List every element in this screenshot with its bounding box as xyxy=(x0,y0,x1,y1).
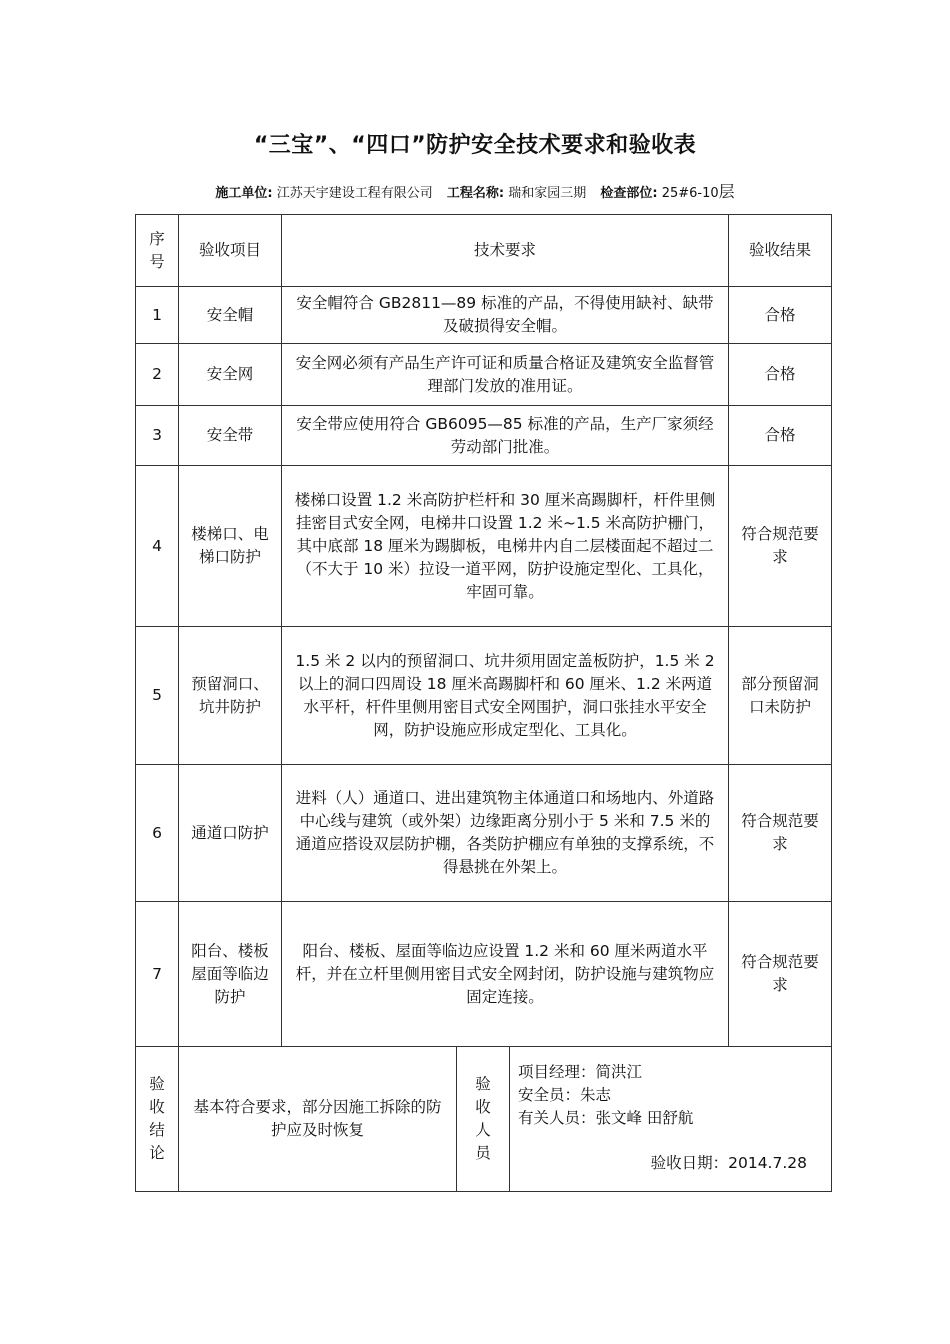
conclusion-label-char: 结 xyxy=(149,1121,165,1139)
conclusion-label xyxy=(136,1047,179,1192)
row-requirement: 进料（人）通道口、进出建筑物主体通道口和场地内、外道路中心线与建筑（或外架）边缘距离分别小于 5 米和 7.5 米的通道应搭设双层防护棚，各类防护棚应有单独的支撑系统，不得悬挑在外架上。 xyxy=(282,765,729,902)
row-no: 2 xyxy=(136,344,179,406)
row-result: 符合规范要求 xyxy=(729,902,832,1047)
inspectors-label-char: 验 xyxy=(475,1075,491,1093)
inspection-date: 验收日期：2014.7.28 xyxy=(650,1154,807,1172)
conclusion-label-char: 验 xyxy=(149,1075,165,1093)
table-row xyxy=(136,466,832,627)
row-requirement: 安全网必须有产品生产许可证和质量合格证及建筑安全监督管理部门发放的准用证。 xyxy=(282,344,729,406)
row-requirement: 楼梯口设置 1.2 米高防护栏杆和 30 厘米高踢脚杆，杆件里侧挂密目式安全网，电梯井口设置 1.2 米~1.5 米高防护栅门，其中底部 18 厘米为踢脚板，电梯井内自二层楼面起不超过二（不大于 10 米）拉设一道平网，防护设施定型化、工具化，牢固可靠。 xyxy=(282,466,729,627)
conclusion-label-char: 论 xyxy=(149,1144,165,1162)
safety-officer: 安全员：朱志 xyxy=(518,1086,612,1104)
unit-label: 施工单位: xyxy=(215,186,273,201)
row-no: 6 xyxy=(136,765,179,902)
row-item: 安全帽 xyxy=(179,287,282,344)
row-result: 合格 xyxy=(729,406,832,466)
row-result: 合格 xyxy=(729,287,832,344)
row-item: 预留洞口、坑井防护 xyxy=(179,627,282,765)
row-item: 安全带 xyxy=(179,406,282,466)
page-title: “三宝”、“四口”防护安全技术要求和验收表 xyxy=(253,133,697,158)
inspection-table xyxy=(135,214,832,1047)
conclusion-section xyxy=(135,1046,831,1192)
row-requirement: 安全帽符合 GB2811—89 标准的产品，不得使用缺衬、缺带及破损得安全帽。 xyxy=(282,287,729,344)
table-row xyxy=(136,627,832,765)
inspectors-label-char: 人 xyxy=(475,1121,491,1139)
row-no: 1 xyxy=(136,287,179,344)
row-item: 通道口防护 xyxy=(179,765,282,902)
project-label: 工程名称: xyxy=(446,186,505,201)
row-result: 合格 xyxy=(729,344,832,406)
row-requirement: 1.5 米 2 以内的预留洞口、坑井须用固定盖板防护，1.5 米 2 以上的洞口四周设 18 厘米高踢脚杆和 60 厘米、1.2 米两道水平杆，杆件里侧用密目式安全网围护，洞口张挂水平安全网，防护设施应形成定型化、工具化。 xyxy=(282,627,729,765)
row-result: 符合规范要求 xyxy=(729,466,832,627)
conclusion-text: 基本符合要求，部分因施工拆除的防护应及时恢复 xyxy=(179,1047,457,1192)
row-requirement: 安全带应使用符合 GB6095—85 标准的产品，生产厂家须经劳动部门批准。 xyxy=(282,406,729,466)
location-label: 检查部位: xyxy=(600,186,658,201)
form-meta xyxy=(0,179,950,202)
unit-value: 江苏天宇建设工程有限公司 xyxy=(276,186,433,201)
row-result: 符合规范要求 xyxy=(729,765,832,902)
header-no: 序号 xyxy=(136,215,179,287)
location-value: 25#6-10 xyxy=(661,186,719,201)
inspectors-cell xyxy=(510,1047,832,1192)
inspectors-label xyxy=(457,1047,510,1192)
table-header-row xyxy=(136,215,832,287)
row-result: 部分预留洞口未防护 xyxy=(729,627,832,765)
conclusion-table xyxy=(135,1046,832,1192)
project-value: 瑞和家园三期 xyxy=(508,186,587,201)
header-requirement: 技术要求 xyxy=(282,215,729,287)
project-manager: 项目经理：简洪江 xyxy=(518,1063,643,1081)
row-no: 4 xyxy=(136,466,179,627)
row-requirement: 阳台、楼板、屋面等临边应设置 1.2 米和 60 厘米两道水平杆，并在立杆里侧用密目式安全网封闭，防护设施与建筑物应固定连接。 xyxy=(282,902,729,1047)
related-personnel: 有关人员：张文峰 田舒航 xyxy=(518,1109,694,1127)
inspectors-label-char: 收 xyxy=(475,1098,491,1116)
row-item: 阳台、楼板屋面等临边防护 xyxy=(179,902,282,1047)
table-row xyxy=(136,287,832,344)
row-no: 7 xyxy=(136,902,179,1047)
header-item: 验收项目 xyxy=(179,215,282,287)
row-no: 3 xyxy=(136,406,179,466)
conclusion-label-char: 收 xyxy=(149,1098,165,1116)
row-item: 楼梯口、电梯口防护 xyxy=(179,466,282,627)
table-row xyxy=(136,765,832,902)
table-row xyxy=(136,406,832,466)
inspectors-label-char: 员 xyxy=(475,1144,491,1162)
row-no: 5 xyxy=(136,627,179,765)
table-row xyxy=(136,902,832,1047)
location-suffix: 层 xyxy=(718,182,735,201)
table-row xyxy=(136,344,832,406)
row-item: 安全网 xyxy=(179,344,282,406)
header-result: 验收结果 xyxy=(729,215,832,287)
